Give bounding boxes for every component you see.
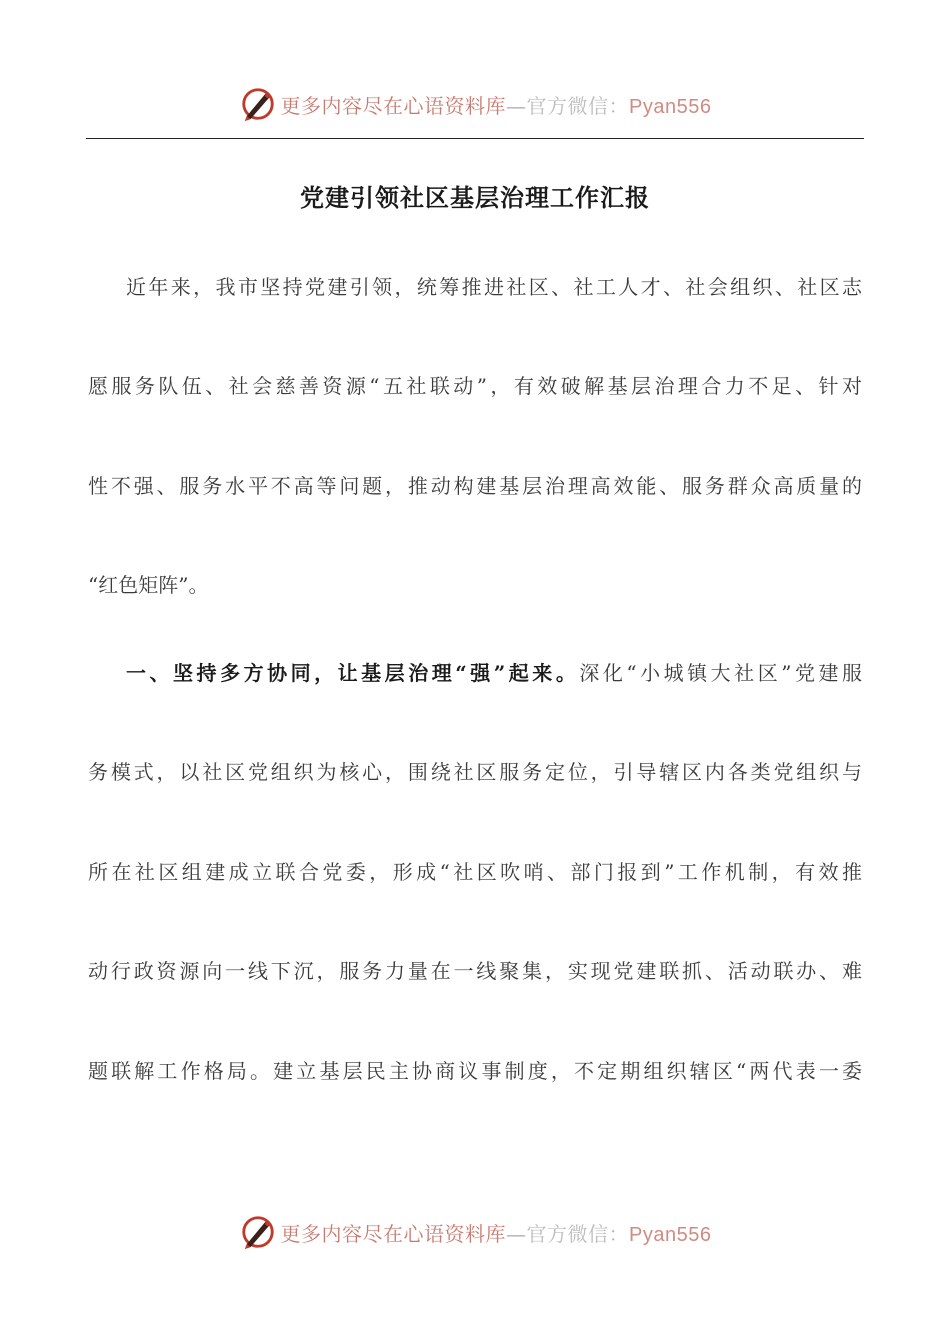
paragraph-line: 务模式，以社区党组织为核心，围绕社区服务定位，引导辖区内各类党组织与 [88,760,862,784]
header-divider [86,138,864,139]
banner-separator: — [506,1221,527,1246]
section-first-line [126,659,862,687]
paragraph-line: “红色矩阵”。 [88,573,209,597]
banner-site-name: 更多内容尽在心语资料库 [280,93,507,118]
paragraph-line: 近年来，我市坚持党建引领，统筹推进社区、社工人才、社会组织、社区志 [126,275,862,299]
paragraph-line: 性不强、服务水平不高等问题，推动构建基层治理高效能、服务群众高质量的 [88,474,862,498]
banner-wechat-label: 官方微信： [526,1221,630,1246]
paragraph-line: 愿服务队伍、社会慈善资源“五社联动”，有效破解基层治理合力不足、针对 [88,374,862,398]
banner-separator: — [506,93,527,118]
banner-site-name: 更多内容尽在心语资料库 [280,1221,507,1246]
document-title: 党建引领社区基层治理工作汇报 [300,183,650,212]
banner-wechat-handle: Pyan556 [629,1223,712,1246]
banner-text [281,90,712,119]
section-heading: 一、坚持多方协同，让基层治理“强”起来。 [126,661,580,685]
paragraph-line: 动行政资源向一线下沉，服务力量在一线聚集，实现党建联抓、活动联办、难 [88,959,862,983]
paragraph-line: 所在社区组建成立联合党委，形成“社区吹哨、部门报到”工作机制，有效推 [88,860,862,884]
banner-text [281,1218,712,1247]
section-text: 深化“小城镇大社区”党建服 [579,661,862,685]
paragraph-line: 题联解工作格局。建立基层民主协商议事制度，不定期组织辖区“两代表一委 [88,1059,862,1083]
header-banner [0,82,950,126]
pen-logo-icon [239,85,277,123]
pen-logo-icon [239,1213,277,1251]
banner-wechat-handle: Pyan556 [629,95,712,118]
banner-wechat-label: 官方微信： [526,93,630,118]
footer-banner [0,1210,950,1254]
